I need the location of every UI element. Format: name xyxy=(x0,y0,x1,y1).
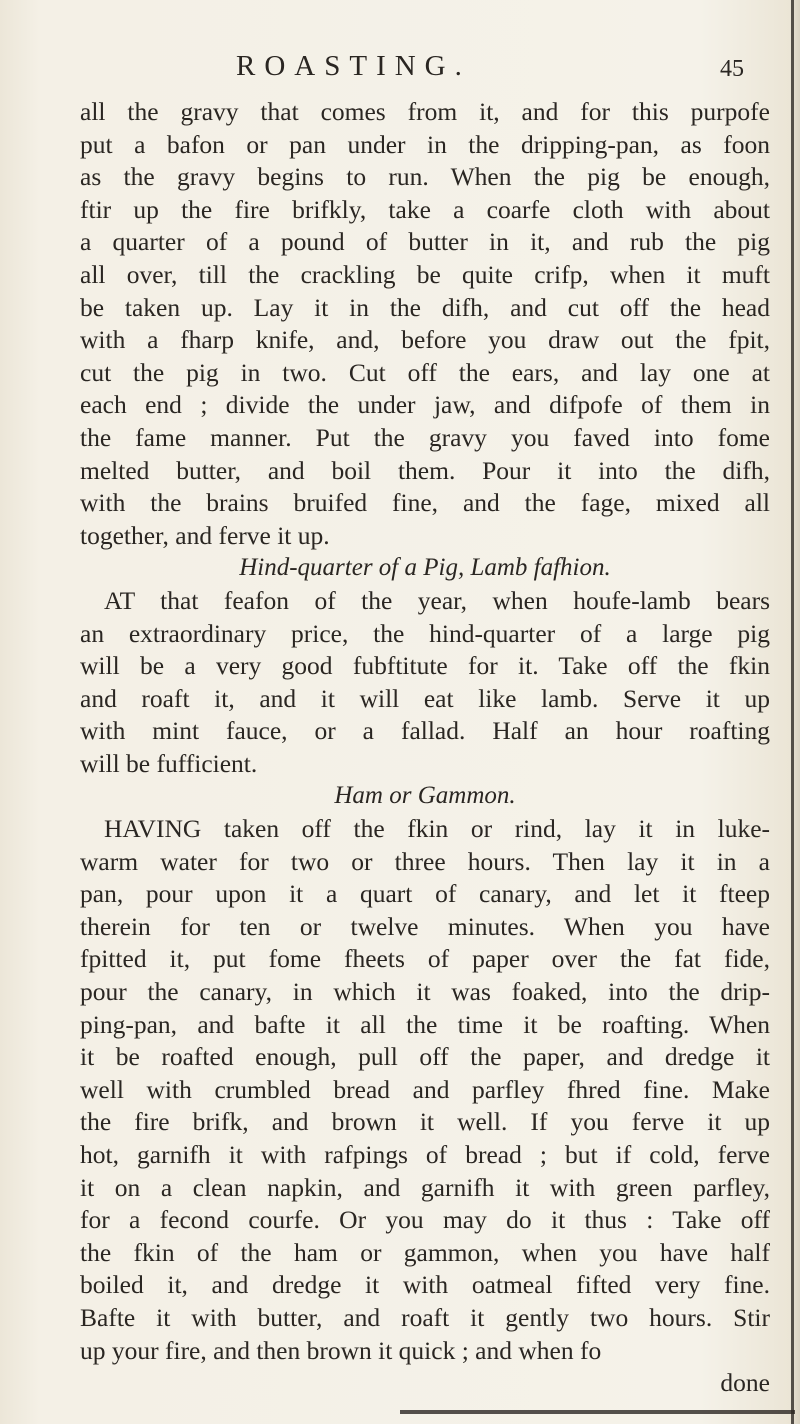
text-line: each end ; divide the under jaw, and difpofe of them in xyxy=(80,390,770,420)
text-line: the fame manner. Put the gravy you faved into fome xyxy=(80,422,770,452)
text-line: hot, garnifh it with rafpings of bread ; but if cold, ferve xyxy=(80,1140,770,1169)
section-ham-or-gammon xyxy=(80,813,770,1367)
text-line: HAVING taken off the fkin or rind, lay it in luke- xyxy=(104,814,770,844)
text-line: ping-pan, and bafte it all the time it be roafting. When xyxy=(80,1009,770,1039)
text-line: as the gravy begins to run. When the pig be enough, xyxy=(80,162,770,192)
running-head: ROASTING. xyxy=(236,50,471,82)
text-line: with mint fauce, or a fallad. Half an hour roafting xyxy=(80,716,770,746)
text-line: the fire brifk, and brown it well. If you ferve it up xyxy=(80,1107,770,1137)
catchword: done xyxy=(720,1368,770,1398)
text-line: together, and ferve it up. xyxy=(80,520,330,550)
text-line: will be fufficient. xyxy=(80,748,258,778)
heading-ham-or-gammon: Ham or Gammon. xyxy=(334,782,516,810)
text-line: well with crumbled bread and parfley fhred fine. Make xyxy=(80,1074,770,1104)
text-line: with a fharp knife, and, before you draw out the fpit, xyxy=(80,325,770,355)
text-line: melted butter, and boil them. Pour it into the difh, xyxy=(80,455,770,485)
text-line: ftir up the fire brifkly, take a coarfe cloth with about xyxy=(80,194,770,224)
text-line: therein for ten or twelve minutes. When you have xyxy=(80,911,770,941)
section-hind-quarter xyxy=(80,585,770,781)
text-line: up your fire, and then brown it quick ; and when fo xyxy=(80,1335,602,1365)
heading-hind-quarter: Hind-quarter of a Pig, Lamb fafhion. xyxy=(239,554,611,582)
text-line: AT that feafon of the year, when houfe-lamb bears xyxy=(104,585,770,615)
text-line: a quarter of a pound of butter in it, and rub the pig xyxy=(80,227,770,257)
text-line: all over, till the crackling be quite crifp, when it muft xyxy=(80,259,770,289)
text-line: fpitted it, put fome fheets of paper over the fat fide, xyxy=(80,944,770,974)
text-line: Bafte it with butter, and roaft it gently two hours. Stir xyxy=(80,1302,770,1332)
text-line: and roaft it, and it will eat like lamb. Serve it up xyxy=(80,683,770,713)
text-line: put a bafon or pan under in the dripping-pan, as foon xyxy=(80,129,770,159)
page-edge-shadow xyxy=(791,0,794,1424)
page-body xyxy=(80,96,770,1400)
text-line: will be a very good fubftitute for it. Take off the fkin xyxy=(80,651,770,681)
text-line: pan, pour upon it a quart of canary, and let it fteep xyxy=(80,879,770,909)
page-number: 45 xyxy=(720,56,744,82)
text-line: it be roafted enough, pull off the paper, and dredge it xyxy=(80,1042,770,1072)
section-roasting-pig-end xyxy=(80,96,770,552)
text-line: boiled it, and dredge it with oatmeal fifted very fine. xyxy=(80,1270,770,1300)
text-line: the fkin of the ham or gammon, when you have half xyxy=(80,1237,770,1267)
text-line: with the brains bruifed fine, and the fage, mixed all xyxy=(80,488,770,518)
text-line: an extraordinary price, the hind-quarter of a large pig xyxy=(80,618,770,648)
text-line: all the gravy that comes from it, and for this purpofe xyxy=(80,97,770,126)
text-line: it on a clean napkin, and garnifh it with green parfley, xyxy=(80,1172,770,1202)
text-line: warm water for two or three hours. Then lay it in a xyxy=(80,846,770,876)
page-header xyxy=(0,50,800,90)
text-line: pour the canary, in which it was foaked, into the drip- xyxy=(80,977,770,1007)
text-line: cut the pig in two. Cut off the ears, and lay one at xyxy=(80,357,770,387)
text-line: be taken up. Lay it in the difh, and cut off the head xyxy=(80,292,770,322)
bottom-rule xyxy=(400,1410,795,1414)
text-line: for a fecond courfe. Or you may do it thus : Take off xyxy=(80,1205,770,1235)
